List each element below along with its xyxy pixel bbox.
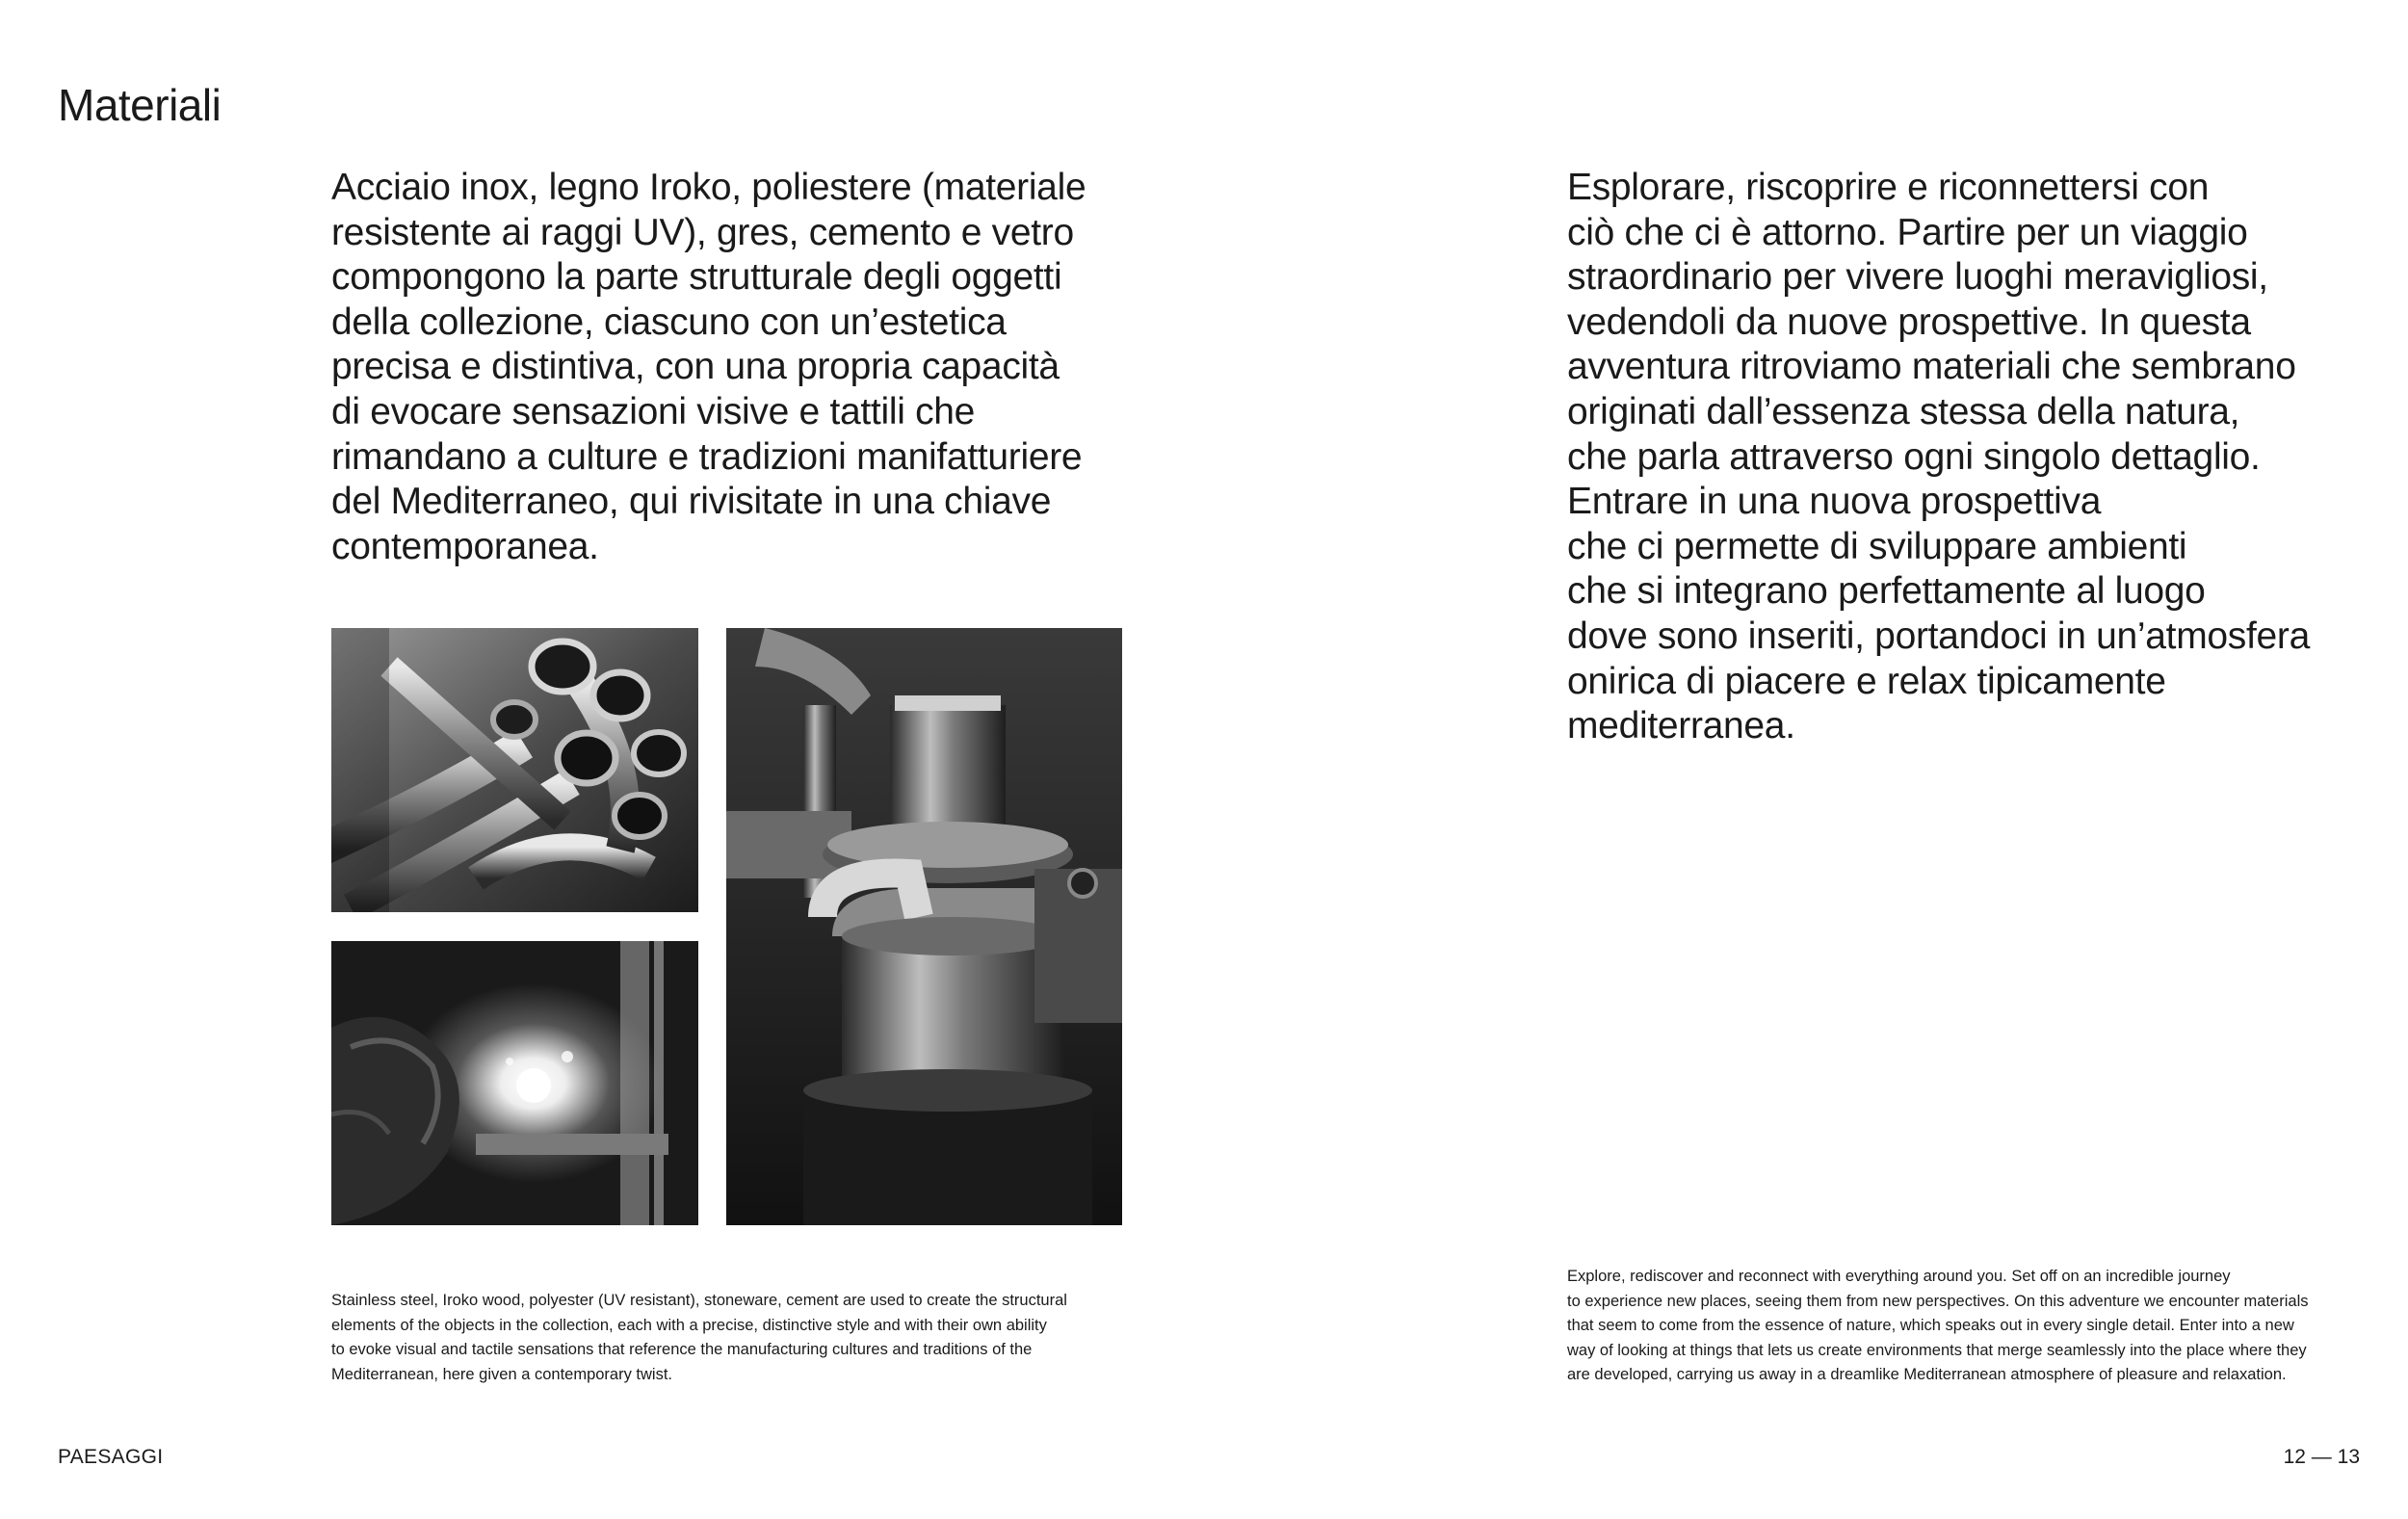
text-line: that seem to come from the essence of nature, which speaks out in every single detail. Enter into a new <box>1567 1317 2294 1334</box>
text-line: che parla attraverso ogni singolo dettaglio. <box>1567 435 2261 478</box>
footer-brand: PAESAGGI <box>58 1446 164 1468</box>
text-line: ciò che ci è attorno. Partire per un viaggio <box>1567 211 2248 253</box>
text-line: che si integrano perfettamente al luogo <box>1567 570 2206 613</box>
text-line: elements of the objects in the collection, each with a precise, distinctive style and with their own ability <box>331 1316 1047 1334</box>
text-line: Stainless steel, Iroko wood, polyester (UV resistant), stoneware, cement are used to create the structural <box>331 1292 1067 1309</box>
text-line: onirica di piacere e relax tipicamente <box>1567 660 2166 702</box>
tube-bending-machine-photo <box>726 628 1122 1225</box>
welding-photo <box>331 941 698 1225</box>
text-line: Explore, rediscover and reconnect with everything around you. Set off on an incredible journey <box>1567 1268 2231 1285</box>
text-line: mediterranea. <box>1567 705 1795 747</box>
page-numbers: 12 — 13 <box>2283 1446 2360 1468</box>
text-line: rimandano a culture e tradizioni manifatturiere <box>331 435 1083 478</box>
bent-steel-tubes-photo <box>331 628 698 912</box>
text-line: Esplorare, riscoprire e riconnettersi con <box>1567 167 2210 208</box>
text-line: Entrare in una nuova prospettiva <box>1567 481 2102 523</box>
text-line: avventura ritroviamo materiali che sembrano <box>1567 346 2296 388</box>
text-line: way of looking at things that lets us create environments that merge seamlessly into the place where they <box>1567 1341 2307 1359</box>
italian-intro-text <box>331 166 1140 569</box>
text-line: che ci permette di sviluppare ambienti <box>1567 525 2187 567</box>
text-line: straordinario per vivere luoghi meravigliosi, <box>1567 256 2268 299</box>
text-line: Mediterranean, here given a contemporary twist. <box>331 1365 673 1383</box>
text-line: to evoke visual and tactile sensations that reference the manufacturing cultures and traditions of the <box>331 1341 1033 1358</box>
text-line: Acciaio inox, legno Iroko, poliestere (materiale <box>331 167 1086 208</box>
text-line: compongono la parte strutturale degli oggetti <box>331 256 1062 299</box>
english-intro-text <box>331 1289 1131 1387</box>
text-line: vedendoli da nuove prospettive. In questa <box>1567 301 2251 343</box>
text-line: contemporanea. <box>331 525 599 567</box>
text-line: originati dall’essenza stessa della natura, <box>1567 390 2240 432</box>
section-title: Materiali <box>58 80 222 130</box>
text-line: di evocare sensazioni visive e tattili che <box>331 390 976 432</box>
text-line: precisa e distintiva, con una propria capacità <box>331 346 1060 388</box>
text-line: del Mediterraneo, qui rivisitate in una chiave <box>331 481 1052 523</box>
text-line: to experience new places, seeing them from new perspectives. On this adventure we encounter materials <box>1567 1292 2309 1310</box>
text-line: dove sono inseriti, portandoci in un’atmosfera <box>1567 615 2310 657</box>
text-line: resistente ai raggi UV), gres, cemento e vetro <box>331 211 1074 253</box>
english-explore-text <box>1567 1265 2376 1388</box>
italian-explore-text <box>1567 166 2376 749</box>
text-line: della collezione, ciascuno con un’estetica <box>331 301 1007 343</box>
text-line: are developed, carrying us away in a dreamlike Mediterranean atmosphere of pleasure and relaxation. <box>1567 1366 2287 1383</box>
